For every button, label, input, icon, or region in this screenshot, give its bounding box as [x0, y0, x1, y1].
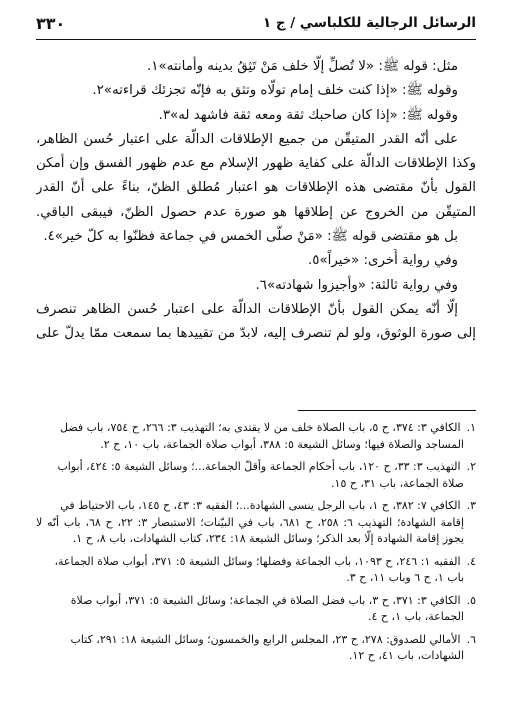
running-title: الرسائل الرجالية للكلباسي / ج ١ [262, 15, 476, 31]
text-line: إلى صورة الوثوق، ولو لم تنصرف إليه، لابدّ من تقييدها بما سمعت ممّا يدلّ على [36, 326, 476, 342]
footnote-number: ١. [466, 421, 476, 434]
text-line: بل هو مقتضى قوله ﷺ: «مَنْ صلّى الخمس في جماعة فظنّوا به كلّ خير»٤. [43, 229, 458, 245]
footnote-number: ٥. [466, 593, 476, 607]
footnote [36, 420, 476, 453]
footnote-continuation: المساجد والصلاة فيها؛ وسائل الشيعة ٥: ٣٨٨، أبواب صلاة الجماعة، باب ١٠، ح ٢. [100, 437, 464, 451]
footnote-text: الكافي ٣: ٣٧٤، ح ٥، باب الصلاة خلف من لا يقتدى به؛ التهذيب ٣: ٢٦٦، ح ٧٥٤، باب فضل [60, 421, 461, 434]
footnote-text: التهذيب ٣: ٣٣، ح ١٢٠، باب أحكام الجماعة وأقلّ الجماعة...؛ وسائل الشيعة ٥: ٤٢٤، أبواب [57, 459, 461, 473]
text-line: مثل: قوله ﷺ: «لا تُصلِّ إلّا خلف مَنْ تَثِقُ بدينه وأمانته»١. [147, 59, 458, 74]
footnote-number: ٤. [466, 554, 476, 568]
footnote-continuation: إقامة الشهادة؛ التهذيب ٦: ٢٥٨، ح ٦٨١، باب في البيّنات؛ الاستبصار ٣: ٢٢، ح ٦٨، باب أنّه لا يجوز إقامة الشهادة إلّا بعد الذكر؛ وسائل الشيعة ١٨: ٢٣٤، كتاب الشهادات، باب ٨، ح ١. [36, 515, 465, 546]
text-line: المتيقّن من الخروج عن إطلاقها هو صورة عدم حصول الظنّ، فيبقى الباقي. [36, 204, 476, 220]
text-line: وفي رواية أُخرى: «خيراً»٥. [307, 253, 458, 269]
text-line: وكذا الإطلاقات الدالّة على كفاية ظهور الإسلام مع عدم ظهور الفسق وإن أمكن [36, 156, 476, 172]
footnote [36, 459, 476, 492]
text-line: وفي رواية ثالثة: «وأجيزوا شهادته»٦. [255, 277, 458, 293]
footnote-number: ٣. [466, 498, 476, 512]
footnote-text: الكافي ٧: ٣٨٢، ح ١، باب الرجل ينسى الشهادة...؛ الفقيه ٣: ٤٣، ح ١٤٥، باب الاحتياط في [60, 498, 461, 512]
footnote-text: الكافي ٣: ٣٧١، ح ٣، باب فضل الصلاة في الجماعة؛ وسائل الشيعة ٥: ٣٧١، أبواب صلاة [70, 593, 461, 607]
text-line: وقوله ﷺ: «إذا كنت خلف إمام تولّاه وتثق به فإنّه تجزئك قراءته»٢. [92, 83, 458, 99]
footnote-number: ٦. [466, 632, 476, 646]
running-header [36, 10, 476, 36]
header-rule [36, 39, 476, 40]
footnote-continuation: صلاة الجماعة، باب ٣١، ح ١٥. [331, 476, 464, 490]
text-line: وقوله ﷺ: «إذا كان صاحبك ثقة ومعه ثقة فاشهد له»٣. [158, 107, 458, 123]
footnote-continuation: الشهادات، باب ٤١، ح ١٢. [348, 649, 464, 663]
footnote-continuation: باب ١، ح ٦ وباب ١١، ح ٣. [346, 571, 464, 585]
footnote [36, 498, 476, 548]
footnote-number: ٢. [466, 459, 476, 473]
footnotes [36, 420, 476, 665]
text-line: على أنّه القدر المتيقّن من جميع الإطلاقات الدالّة على اعتبار حُسن الظاهر، [36, 131, 458, 147]
footnote [36, 593, 476, 626]
footnote-text: الفقيه ١: ٢٤٦، ح ١٠٩٣، باب الجماعة وفضلها؛ وسائل الشيعة ٥: ٣٧١، أبواب صلاة الجماعة، [54, 554, 461, 568]
footnote-continuation: الجماعة، باب ١، ح ٤. [368, 610, 464, 624]
text-line: القول بأنّ مقتضى هذه الإطلاقات هو اعتبار مُطلق الظنّ، بناءً على أنّ القدر [36, 180, 476, 196]
footnote [36, 554, 476, 587]
main-text [36, 55, 476, 347]
footnote-separator [298, 410, 476, 411]
footnote-text: الأمالي للصدوق: ٢٧٨، ح ٢٣، المجلس الرابع والخمسون؛ وسائل الشيعة ١٨: ٢٩١، كتاب [70, 632, 461, 646]
page-number: ٣٣٠ [36, 13, 66, 33]
text-line: إلّا أنّه يمكن القول بأنّ الإطلاقات الدالّة على اعتبار حُسن الظاهر تنصرف [36, 301, 458, 317]
footnote [36, 632, 476, 665]
